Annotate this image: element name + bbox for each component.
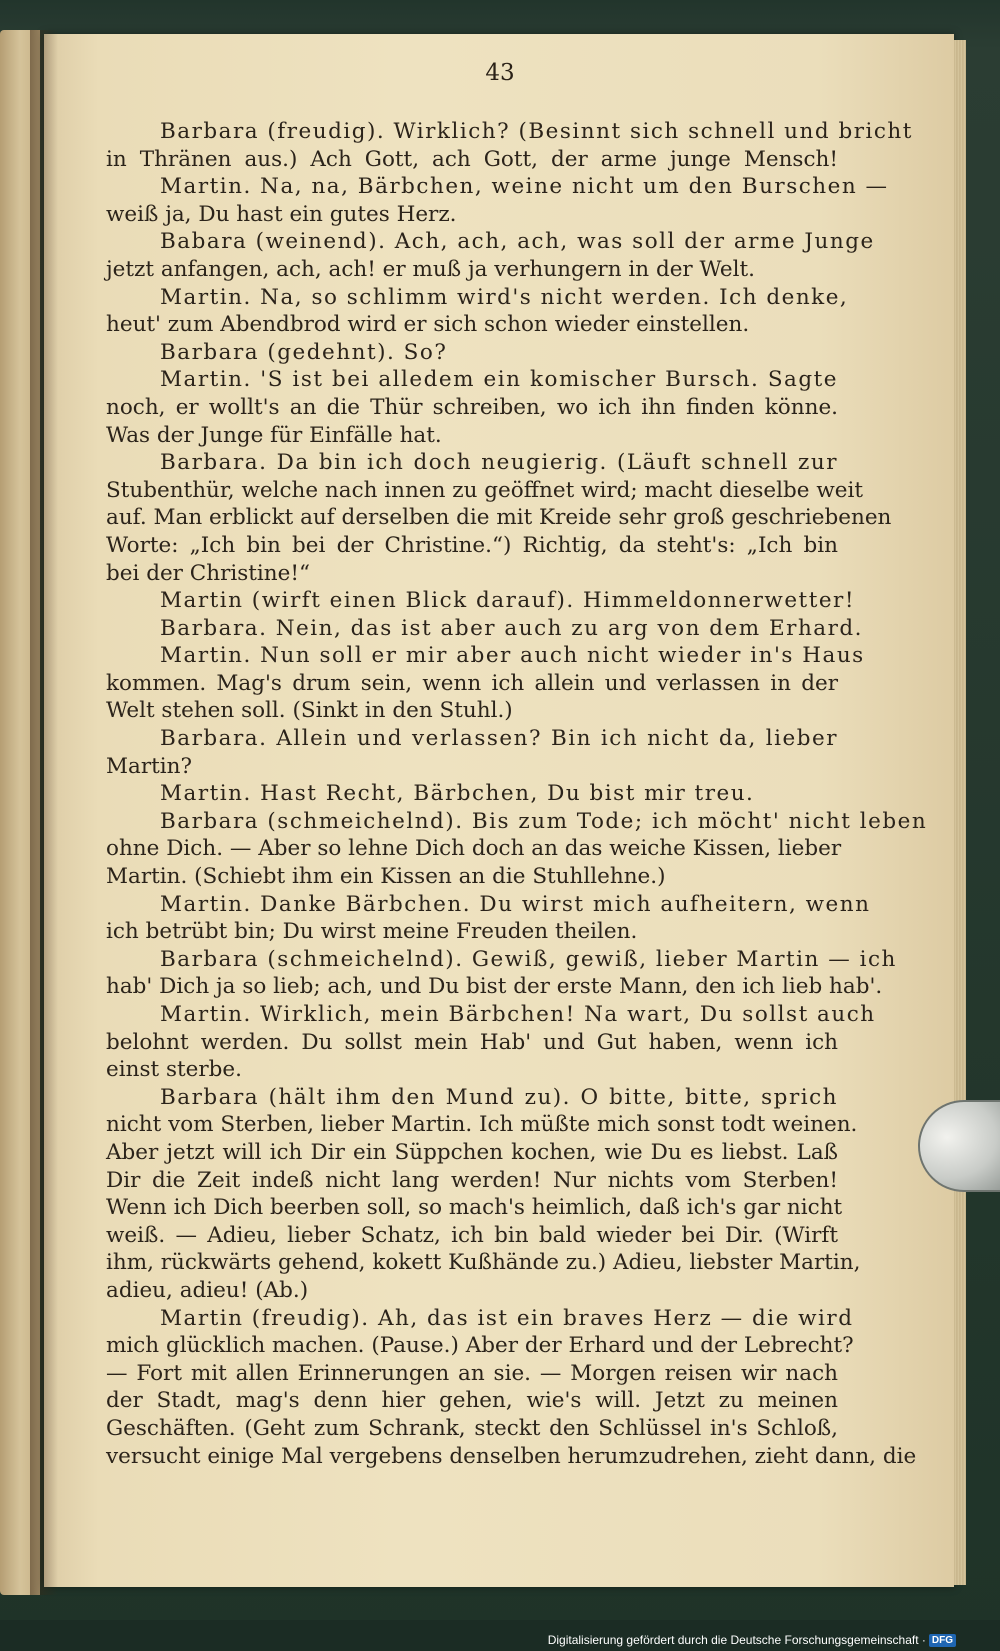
funding-text: Digitalisierung gefördert durch die Deutsche Forschungsgemeinschaft ·	[547, 1633, 926, 1647]
text-line: Worte: „Ich bin bei der Christine.“) Richtig, da steht's: „Ich bin	[106, 532, 838, 558]
page-number: 43	[485, 60, 515, 86]
text-line: Martin. Wirklich, mein Bärbchen! Na wart, Du sollst auch	[160, 1002, 876, 1027]
text-line: Stubenthür, welche nach innen zu geöffnet wird; macht dieselbe weit	[106, 477, 863, 503]
text-line: hab' Dich ja so lieb; ach, und Du bist der erste Mann, den ich lieb hab'.	[106, 974, 883, 1000]
text-line: Welt stehen soll. (Sinkt in den Stuhl.)	[106, 698, 513, 724]
text-line: Barbara (schmeichelnd). Gewiß, gewiß, lieber Martin — ich	[160, 946, 897, 972]
text-line: Barbara (hält ihm den Mund zu). O bitte, bitte, sprich	[160, 1084, 838, 1110]
page-stack-edge	[954, 40, 966, 1585]
text-line: Martin?	[106, 753, 192, 779]
text-line: heut' zum Abendbrod wird er sich schon wieder einstellen.	[106, 312, 750, 338]
text-line: auf. Man erblickt auf derselben die mit Kreide sehr groß geschriebenen	[106, 505, 892, 531]
text-line: Aber jetzt will ich Dir ein Süppchen kochen, wie Du es liebst. Laß	[106, 1139, 838, 1165]
text-line: Martin (wirft einen Blick darauf). Himmeldonnerwetter!	[160, 588, 855, 614]
text-line: kommen. Mag's drum sein, wenn ich allein und verlassen in der	[106, 670, 838, 696]
page-text	[106, 118, 928, 1470]
text-line: mich glücklich machen. (Pause.) Aber der Erhard und der Lebrecht?	[106, 1333, 854, 1359]
book-clip	[918, 1100, 1000, 1192]
footer-bar	[0, 1620, 1000, 1651]
text-line: ich betrübt bin; Du wirst meine Freuden theilen.	[106, 919, 638, 945]
text-line: bei der Christine!“	[106, 560, 310, 586]
text-line: Dir die Zeit indeß nicht lang werden! Nur nichts vom Sterben!	[106, 1167, 838, 1193]
text-line: der Stadt, mag's denn hier gehen, wie's will. Jetzt zu meinen	[106, 1388, 838, 1414]
text-line: — Fort mit allen Erinnerungen an sie. — Morgen reisen wir nach	[106, 1360, 838, 1386]
spine-shadow	[30, 30, 58, 1595]
dfg-logo: DFG	[929, 1634, 956, 1647]
text-line: ihm, rückwärts gehend, kokett Kußhände zu.) Adieu, liebster Martin,	[106, 1250, 861, 1276]
text-line: Martin. Na, so schlimm wird's nicht werden. Ich denke,	[160, 284, 849, 310]
text-line: nicht vom Sterben, lieber Martin. Ich müßte mich sonst todt weinen.	[106, 1112, 858, 1138]
text-line: adieu, adieu! (Ab.)	[106, 1277, 309, 1303]
text-line: Martin. (Schiebt ihm ein Kissen an die Stuhllehne.)	[106, 864, 666, 890]
text-line: Babara (weinend). Ach, ach, ach, was soll der arme Junge	[160, 229, 875, 255]
text-line: Martin. Nun soll er mir aber auch nicht wieder in's Haus	[160, 643, 865, 669]
text-line: noch, er wollt's an die Thür schreiben, wo ich ihn finden könne.	[106, 394, 838, 420]
text-line: Martin. Danke Bärbchen. Du wirst mich aufheitern, wenn	[160, 891, 871, 917]
text-line: weiß ja, Du hast ein gutes Herz.	[106, 201, 457, 227]
text-line: Barbara (schmeichelnd). Bis zum Tode; ich möcht' nicht leben	[160, 808, 928, 834]
text-line: Barbara (freudig). Wirklich? (Besinnt sich schnell und bricht	[160, 119, 913, 144]
text-line: Geschäften. (Geht zum Schrank, steckt den Schlüssel in's Schloß,	[106, 1415, 838, 1441]
text-line: Was der Junge für Einfälle hat.	[106, 422, 442, 448]
text-line: Barbara. Allein und verlassen? Bin ich nicht da, lieber	[160, 726, 838, 752]
text-line: weiß. — Adieu, lieber Schatz, ich bin bald wieder bei Dir. (Wirft	[106, 1222, 838, 1248]
text-line: Martin. Na, na, Bärbchen, weine nicht um den Burschen —	[160, 174, 889, 200]
text-line: Barbara (gedehnt). So?	[160, 339, 448, 365]
funding-credit	[548, 1633, 956, 1647]
text-line: einst sterbe.	[106, 1057, 242, 1083]
text-line: jetzt anfangen, ach, ach! er muß ja verhungern in der Welt.	[106, 256, 755, 282]
text-line: ohne Dich. — Aber so lehne Dich doch an das weiche Kissen, lieber	[106, 836, 842, 862]
text-line: Martin. Hast Recht, Bärbchen, Du bist mir treu.	[160, 781, 755, 807]
text-line: Barbara. Da bin ich doch neugierig. (Läuft schnell zur	[160, 450, 838, 476]
text-line: in Thränen aus.) Ach Gott, ach Gott, der arme junge Mensch!	[106, 146, 838, 172]
text-line: Barbara. Nein, das ist aber auch zu arg von dem Erhard.	[160, 615, 863, 641]
text-line: Martin. 'S ist bei alledem ein komischer Bursch. Sagte	[160, 367, 838, 393]
text-line: Wenn ich Dich beerben soll, so mach's heimlich, daß ich's gar nicht	[106, 1195, 843, 1221]
text-line: belohnt werden. Du sollst mein Hab' und Gut haben, wenn ich	[106, 1029, 838, 1055]
text-line: versucht einige Mal vergebens denselben herumzudrehen, zieht dann, die	[106, 1443, 917, 1469]
text-line: Martin (freudig). Ah, das ist ein braves Herz — die wird	[160, 1305, 854, 1331]
